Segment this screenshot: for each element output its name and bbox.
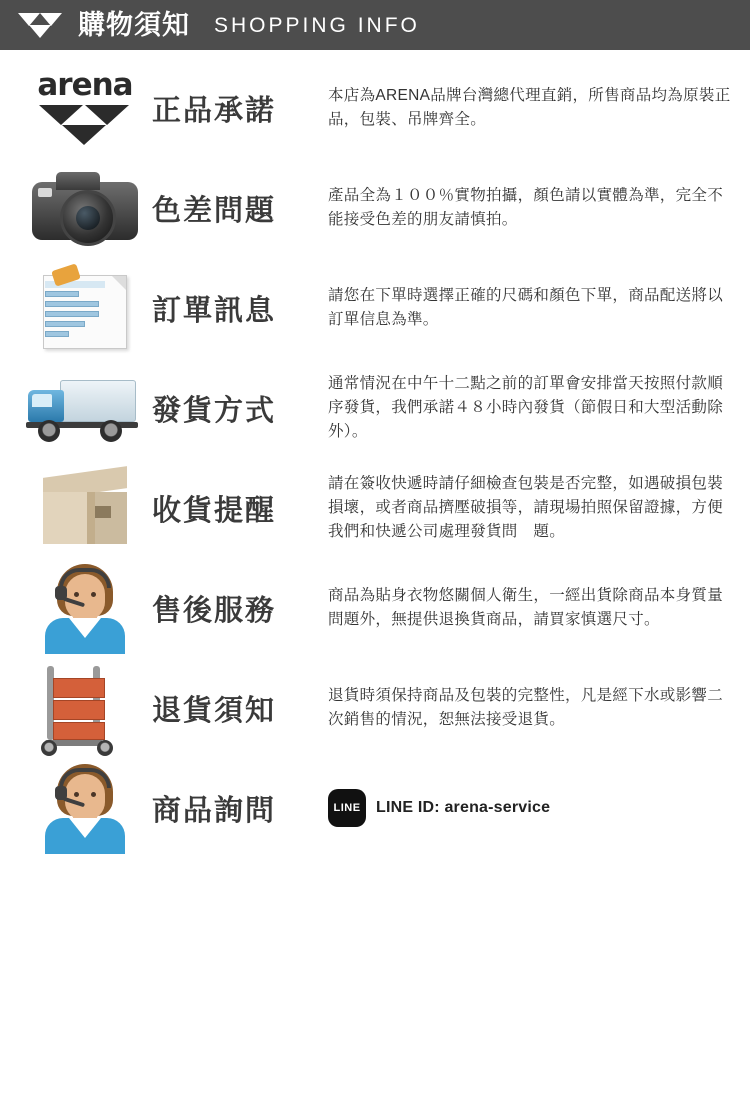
line-badge-label: LINE: [333, 802, 361, 814]
section-title: 退貨須知: [152, 694, 277, 727]
section-title: 商品詢問: [152, 794, 277, 827]
line-id-text: LINE ID: arena-service: [376, 799, 551, 816]
page-header: [0, 0, 750, 50]
line-icon[interactable]: [328, 789, 366, 827]
section-description: 請您在下單時選擇正確的尺碼和顏色下單，商品配送將以訂單信息為準。: [328, 286, 724, 328]
camera-icon: [20, 158, 150, 258]
customer-service-agent-icon: [20, 758, 150, 858]
section-description: 產品全為１００％實物拍攝，顏色請以實體為準，完全不能接受色差的朋友請慎拍。: [328, 186, 724, 228]
section-title: 售後服務: [152, 594, 277, 627]
info-sections: [0, 50, 750, 858]
list-item-contact: [0, 758, 750, 858]
section-description: 商品為貼身衣物悠關個人衛生，一經出貨除商品本身質量問題外，無提供退換貨商品，請買家慎選尺寸。: [328, 586, 724, 628]
hand-truck-icon: [20, 658, 150, 758]
list-item: [0, 658, 750, 758]
section-title: 收貨提醒: [152, 494, 277, 527]
arena-logo-icon: arena: [20, 58, 150, 158]
section-description: 請在簽收快遞時請仔細檢查包裝是否完整，如遇破損包裝損壞，或者商品擠壓破損等，請現場拍照保留證據，方便我們和快遞公司處理發貨問 題。: [328, 474, 724, 540]
page-title: 購物須知: [78, 9, 190, 40]
list-item: [0, 458, 750, 558]
list-item: [0, 258, 750, 358]
arena-diamond-logo-icon: [18, 12, 64, 38]
section-title: 發貨方式: [152, 394, 277, 427]
section-title: 訂單訊息: [152, 294, 277, 327]
section-description: 本店為ARENA品牌台灣總代理直銷，所售商品均為原裝正品，包裝、吊牌齊全。: [328, 86, 731, 128]
section-description: 通常情況在中午十二點之前的訂單會安排當天按照付款順序發貨，我們承諾４８小時內發貨（節假日和大型活動除外）。: [328, 374, 724, 440]
list-item: [0, 358, 750, 458]
section-description: 退貨時須保持商品及包裝的完整性，凡是經下水或影響二次銷售的情況，恕無法接受退貨。: [328, 686, 724, 728]
section-title: 正品承諾: [152, 94, 277, 127]
section-title: 色差問題: [152, 194, 277, 227]
page-title-english: SHOPPING INFO: [214, 13, 420, 37]
list-item: [0, 158, 750, 258]
parcel-box-icon: [20, 458, 150, 558]
customer-service-agent-icon: [20, 558, 150, 658]
delivery-truck-icon: [20, 358, 150, 458]
order-form-icon: [20, 258, 150, 358]
list-item: [0, 58, 750, 158]
list-item: [0, 558, 750, 658]
